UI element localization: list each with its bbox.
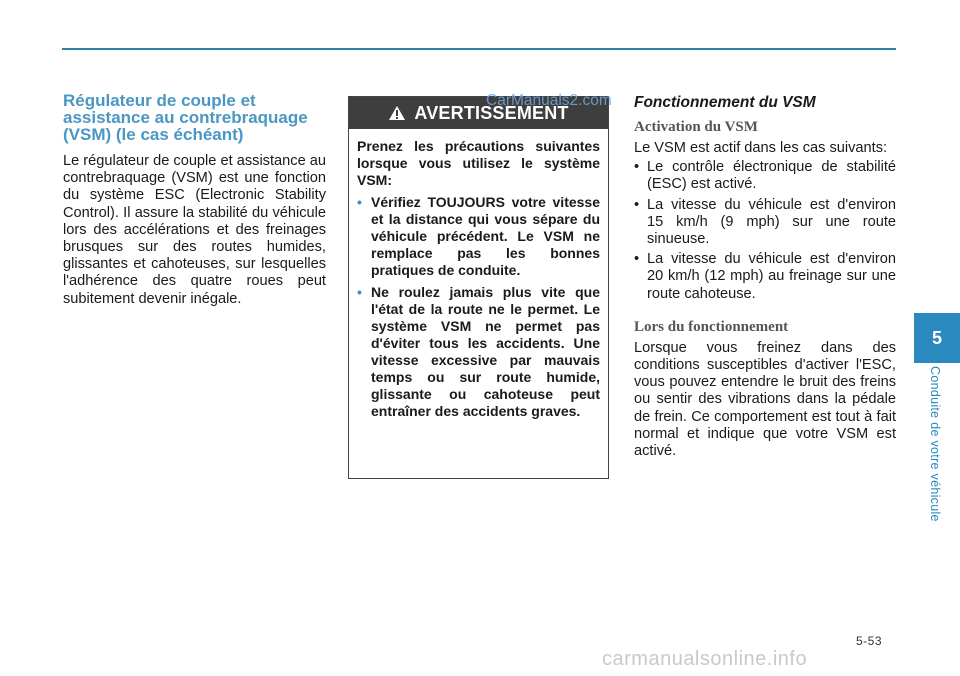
list-item	[634, 159, 896, 193]
bullet: •	[634, 159, 640, 176]
operation-paragraph: Lorsque vous freinez dans des conditions susceptibles d'activer l'ESC, vous pouvez entendre le bruit des freins ou sentir des vibrations dans la pédale de frein. Ce comportement est tout à fait normal et indique que votre VSM est activé.	[634, 339, 896, 460]
list-item-text: Le contrôle électronique de stabilité (ESC) est activé.	[647, 159, 896, 193]
section-heading: Régulateur de couple et assistance au contrebraquage (VSM) (le cas échéant)	[63, 91, 308, 144]
bullet: •	[357, 194, 362, 210]
chapter-label: Conduite de votre véhicule	[928, 366, 942, 522]
chapter-tab: 5	[914, 313, 960, 363]
bullet: •	[634, 196, 640, 213]
bullet: •	[357, 284, 362, 300]
column-left	[63, 92, 326, 308]
list-item-text: La vitesse du véhicule est d'environ 20 km/h (12 mph) au freinage sur une route cahoteuse.	[647, 251, 896, 302]
activation-intro: Le VSM est actif dans les cas suivants:	[634, 140, 888, 156]
warning-item	[357, 194, 600, 279]
warning-item-text: Vérifiez TOUJOURS votre vitesse et la distance qui vous sépare du véhicule précédent. Le VSM ne remplace pas les bonnes pratiques de conduite.	[371, 194, 600, 278]
subheading-activation: Activation du VSM	[634, 119, 758, 135]
bullet: •	[634, 251, 640, 268]
section-heading-vsm: Fonctionnement du VSM	[634, 94, 816, 111]
warning-intro: Prenez les précautions suivantes lorsque vous utilisez le système VSM:	[357, 138, 600, 188]
intro-paragraph: Le régulateur de couple et assistance au contrebraquage (VSM) est une fonction du système ESC (Electronic Stability Control). Il assure la stabilité du véhicule lors des accélérations et des freinages brusques sur des routes humides, glissantes et cahoteuses, sur lesquelles l'adhérence des quatre roues peut subitement devenir inégale.	[63, 153, 326, 307]
subheading-operation: Lors du fonctionnement	[634, 318, 789, 335]
list-item-text: La vitesse du véhicule est d'environ 15 km/h (9 mph) sur une route sinueuse.	[647, 196, 896, 248]
watermark-top: CarManuals2.com	[486, 92, 612, 109]
warning-item	[357, 284, 600, 420]
watermark-bottom: carmanualsonline.info	[602, 648, 808, 670]
activation-list	[634, 159, 896, 303]
page-number: 5-53	[856, 634, 883, 648]
column-right	[634, 94, 896, 462]
list-item	[634, 251, 896, 303]
top-rule	[62, 48, 896, 50]
warning-box	[348, 96, 609, 479]
warning-title: AVERTISSEMENT	[414, 102, 569, 123]
list-item	[634, 197, 896, 249]
warning-list	[357, 194, 600, 420]
warning-item-text: Ne roulez jamais plus vite que l'état de la route ne le permet. Le système VSM ne permet pas d'éviter tous les accidents. Une vitesse excessive par mauvais temps ou sur route humide, glissante ou cahoteuse peut entraîner des accidents graves.	[371, 284, 600, 419]
warning-triangle-icon	[388, 105, 406, 121]
warning-body	[349, 129, 608, 420]
